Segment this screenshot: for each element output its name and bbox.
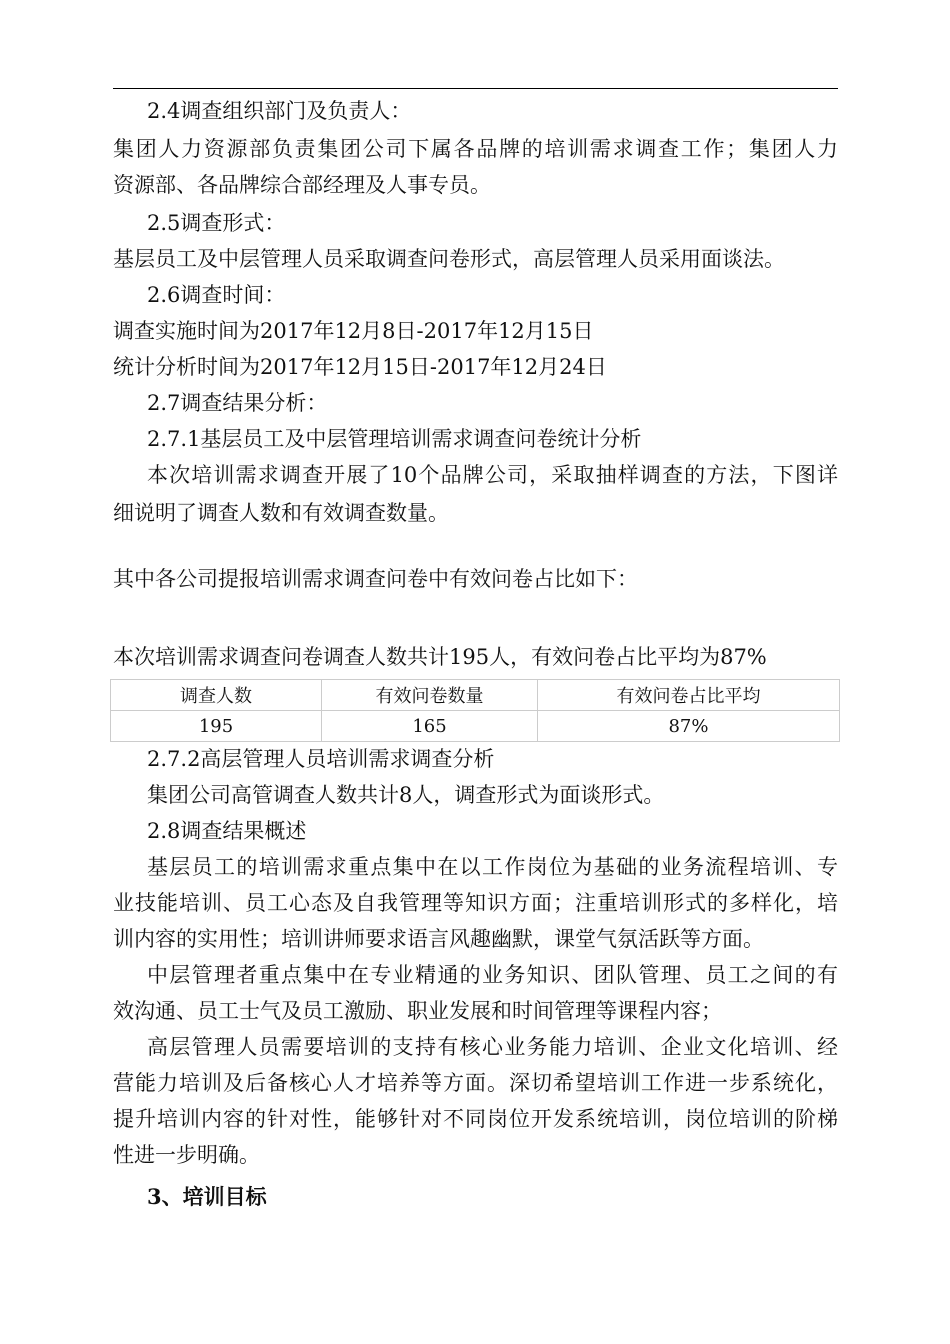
paragraph-line: 业技能培训、员工心态及自我管理等知识方面；注重培训形式的多样化，培 bbox=[113, 891, 838, 915]
table-header-row bbox=[111, 680, 840, 711]
section-heading-training-goals: 3、培训目标 bbox=[147, 1184, 267, 1209]
paragraph-line: 基层员工的培训需求重点集中在以工作岗位为基础的业务流程培训、专 bbox=[147, 855, 838, 879]
table-caption: 本次培训需求调查问卷调查人数共计195人，有效问卷占比平均为87% bbox=[113, 645, 767, 669]
table-cell: 195 bbox=[111, 711, 322, 742]
section-heading: 2.5调查形式： bbox=[147, 211, 286, 235]
survey-table bbox=[110, 679, 840, 742]
table-header-cell: 有效问卷占比平均 bbox=[538, 680, 840, 711]
paragraph-line: 统计分析时间为2017年12月15日-2017年12月24日 bbox=[113, 355, 607, 379]
table-cell: 165 bbox=[322, 711, 538, 742]
paragraph-line: 中层管理者重点集中在专业精通的业务知识、团队管理、员工之间的有 bbox=[147, 963, 838, 987]
paragraph-line: 调查实施时间为2017年12月8日-2017年12月15日 bbox=[113, 319, 594, 343]
table-cell: 87% bbox=[538, 711, 840, 742]
section-heading: 2.8调查结果概述 bbox=[147, 819, 307, 843]
table-row bbox=[111, 711, 840, 742]
section-heading: 2.7.1基层员工及中层管理培训需求调查问卷统计分析 bbox=[147, 427, 642, 451]
paragraph-line: 营能力培训及后备核心人才培养等方面。深切希望培训工作进一步系统化， bbox=[113, 1071, 838, 1095]
paragraph-line: 集团公司高管调查人数共计8人，调查形式为面谈形式。 bbox=[147, 783, 665, 807]
paragraph-line: 高层管理人员需要培训的支持有核心业务能力培训、企业文化培训、经 bbox=[147, 1035, 838, 1059]
paragraph-line: 提升培训内容的针对性，能够针对不同岗位开发系统培训，岗位培训的阶梯 bbox=[113, 1107, 838, 1131]
paragraph-line: 细说明了调查人数和有效调查数量。 bbox=[113, 501, 449, 525]
header-rule bbox=[113, 88, 838, 89]
paragraph-line: 基层员工及中层管理人员采取调查问卷形式，高层管理人员采用面谈法。 bbox=[113, 247, 785, 271]
section-heading: 2.6调查时间： bbox=[147, 283, 286, 307]
paragraph-line: 集团人力资源部负责集团公司下属各品牌的培训需求调查工作；集团人力 bbox=[113, 137, 838, 161]
paragraph-line: 本次培训需求调查开展了10个品牌公司，采取抽样调查的方法，下图详 bbox=[147, 463, 838, 487]
section-heading: 2.4调查组织部门及负责人： bbox=[147, 99, 412, 123]
paragraph-line: 资源部、各品牌综合部经理及人事专员。 bbox=[113, 173, 491, 197]
section-heading: 2.7调查结果分析： bbox=[147, 391, 328, 415]
section-heading: 2.7.2高层管理人员培训需求调查分析 bbox=[147, 747, 495, 771]
table-header-cell: 调查人数 bbox=[111, 680, 322, 711]
paragraph-line: 性进一步明确。 bbox=[113, 1143, 260, 1167]
table-header-cell: 有效问卷数量 bbox=[322, 680, 538, 711]
paragraph-line: 训内容的实用性；培训讲师要求语言风趣幽默，课堂气氛活跃等方面。 bbox=[113, 927, 764, 951]
paragraph-line: 效沟通、员工士气及员工激励、职业发展和时间管理等课程内容； bbox=[113, 999, 722, 1023]
paragraph-line: 其中各公司提报培训需求调查问卷中有效问卷占比如下： bbox=[113, 567, 638, 591]
